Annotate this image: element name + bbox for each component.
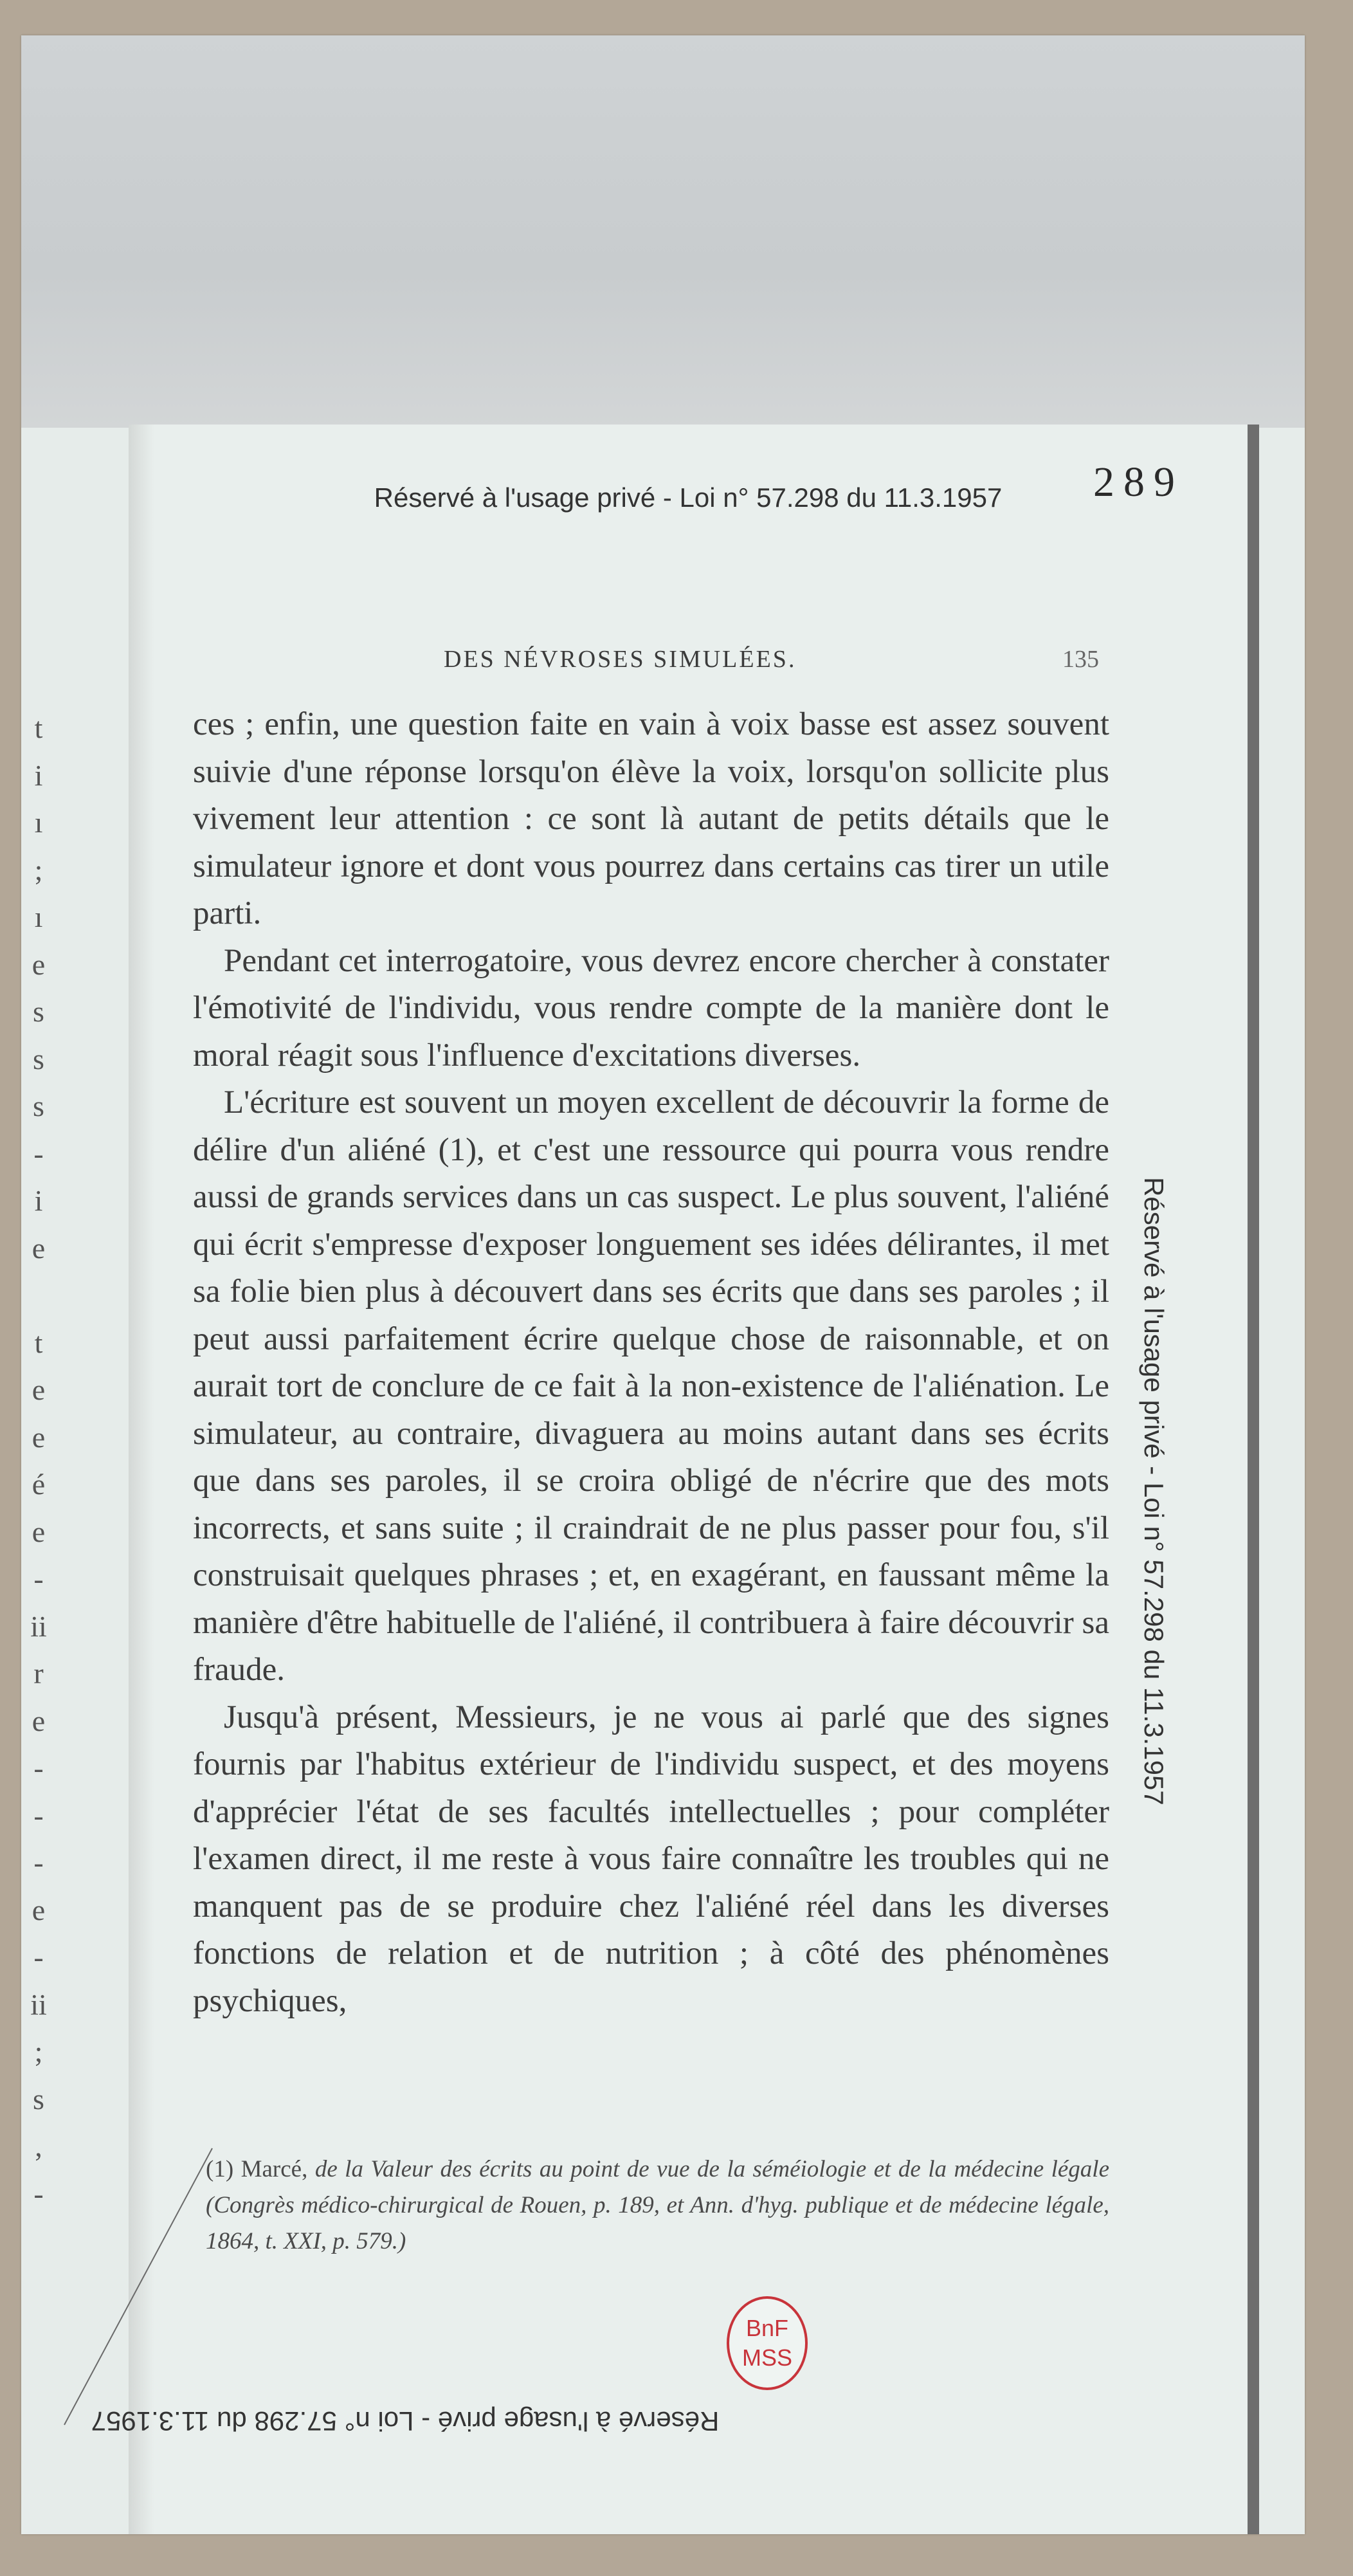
margin-fragment: s	[33, 2082, 44, 2115]
reserve-stamp-bottom: Réservé à l'usage privé - Loi n° 57.298 du 11.3.1957	[91, 2406, 720, 2436]
left-margin-fragments	[19, 704, 58, 2217]
paragraph-2: Pendant cet interrogatoire, vous devrez encore chercher à constater l'émotivité de l'individu, vous rendre compte de la manière dont le moral réagit sous l'influence d'excitations diverses.	[193, 942, 1109, 1073]
margin-fragment: -	[33, 1562, 44, 1595]
margin-fragment: ii	[30, 1987, 47, 2021]
margin-fragment: s	[33, 1042, 44, 1075]
margin-fragment: t	[34, 1326, 43, 1359]
archive-page-number: 289	[1093, 459, 1184, 506]
margin-fragment: ;	[34, 2035, 43, 2068]
margin-fragment: e	[32, 1231, 46, 1265]
margin-fragment: i	[34, 758, 43, 792]
bnf-mss-stamp	[727, 2296, 808, 2390]
book-page-number: 135	[1062, 646, 1099, 673]
reserve-stamp-top: Réservé à l'usage privé - Loi n° 57.298 du 11.3.1957	[374, 482, 1003, 513]
margin-fragment: -	[33, 1846, 44, 1879]
margin-fragment: -	[33, 1941, 44, 1973]
margin-fragment: i	[34, 1184, 43, 1217]
margin-fragment: e	[32, 1704, 46, 1737]
margin-fragment: é	[32, 1468, 46, 1501]
margin-fragment: e	[32, 1515, 46, 1548]
margin-fragment: e	[32, 1893, 46, 1926]
margin-fragment: -	[33, 2177, 44, 2210]
margin-fragment: ,	[35, 2130, 42, 2162]
footnote-text	[206, 2151, 1109, 2260]
margin-fragment: ;	[34, 853, 43, 886]
bnf-stamp-line2: MSS	[741, 2344, 792, 2371]
margin-fragment: -	[33, 1798, 44, 1832]
bnf-stamp-line1: BnF	[745, 2315, 789, 2341]
margin-fragment: e	[32, 947, 46, 981]
reserve-stamp-right: Réservé à l'usage privé - Loi n° 57.298 du 11.3.1957	[1139, 1177, 1169, 1805]
grey-header-band	[21, 35, 1305, 428]
body-text	[193, 701, 1109, 2025]
running-title: DES NÉVROSES SIMULÉES.	[444, 646, 797, 673]
paragraph-3: L'écriture est souvent un moyen excellent de découvrir la forme de délire d'un aliéné (1), et c'est une ressource qui pourra vous rendre aussi de grands services dans un cas suspect. Le plus souvent, l'aliéné qui écrit s'empresse d'exposer longuement ses idées délirantes, il met sa folie bien plus à découvert dans ses écrits que dans ses paroles ; il peut aussi parfaitement écrire quelque chose de raisonnable, et on aurait tort de conclure de ce fait à la non-existence de l'aliénation. Le simulateur, au contraire, divaguera au moins autant dans ses écrits que dans ses paroles, il se croira obligé de n'écrire que des mots incorrects, et sans suite ; il craindrait de ne plus passer pour fou, s'il construisait quelques phrases ; et, en exagérant, en faussant même la manière d'être habituelle de l'aliéné, il contribuera à faire découvrir sa fraude.	[193, 1084, 1109, 1688]
margin-fragment: ii	[30, 1609, 47, 1643]
margin-fragment: r	[33, 1657, 44, 1690]
margin-fragment: ı	[34, 806, 43, 839]
margin-fragment: s	[33, 995, 44, 1028]
paragraph-4: Jusqu'à présent, Messieurs, je ne vous ai parlé que des signes fournis par l'habitus extérieur de l'individu suspect, et des moyens d'apprécier l'état de ses facultés intellectuelles ; pour compléter l'examen direct, il me reste à vous faire connaître les troubles qui ne manquent pas de se produire chez l'aliéné réel dans les diverses fonctions de relation et de nutrition ; à côté des phénomènes psychiques,	[193, 1699, 1109, 2019]
footnote-author: Marcé,	[241, 2156, 308, 2182]
margin-fragment: e	[32, 1420, 46, 1454]
footnote-marker: (1)	[206, 2156, 234, 2182]
pen-scratch-line	[51, 2142, 244, 2438]
margin-fragment: -	[33, 1751, 44, 1784]
margin-fragment: s	[33, 1090, 44, 1122]
paragraph-1: ces ; enfin, une question faite en vain à voix basse est assez souvent suivie d'une réponse lorsqu'on élève la voix, lorsqu'on sollicite plus vivement leur attention : ce sont là autant de petits détails que le simulateur ignore et dont vous pourrez dans certains cas tirer un utile parti.	[193, 706, 1109, 931]
margin-fragment: ı	[34, 900, 43, 933]
footnote	[206, 2151, 1109, 2260]
margin-fragment: e	[32, 1373, 46, 1406]
footnote-body: de la Valeur des écrits au point de vue de la séméiologie et de la médecine légale (Congrès médico-chirurgical de Rouen, p. 189, et Ann. d'hyg. publique et de médecine légale, 1864, t. XXI, p. 579.)	[206, 2156, 1110, 2254]
margin-fragment: -	[33, 1137, 44, 1170]
margin-fragment: t	[34, 711, 43, 744]
margin-fragment	[19, 1272, 58, 1319]
